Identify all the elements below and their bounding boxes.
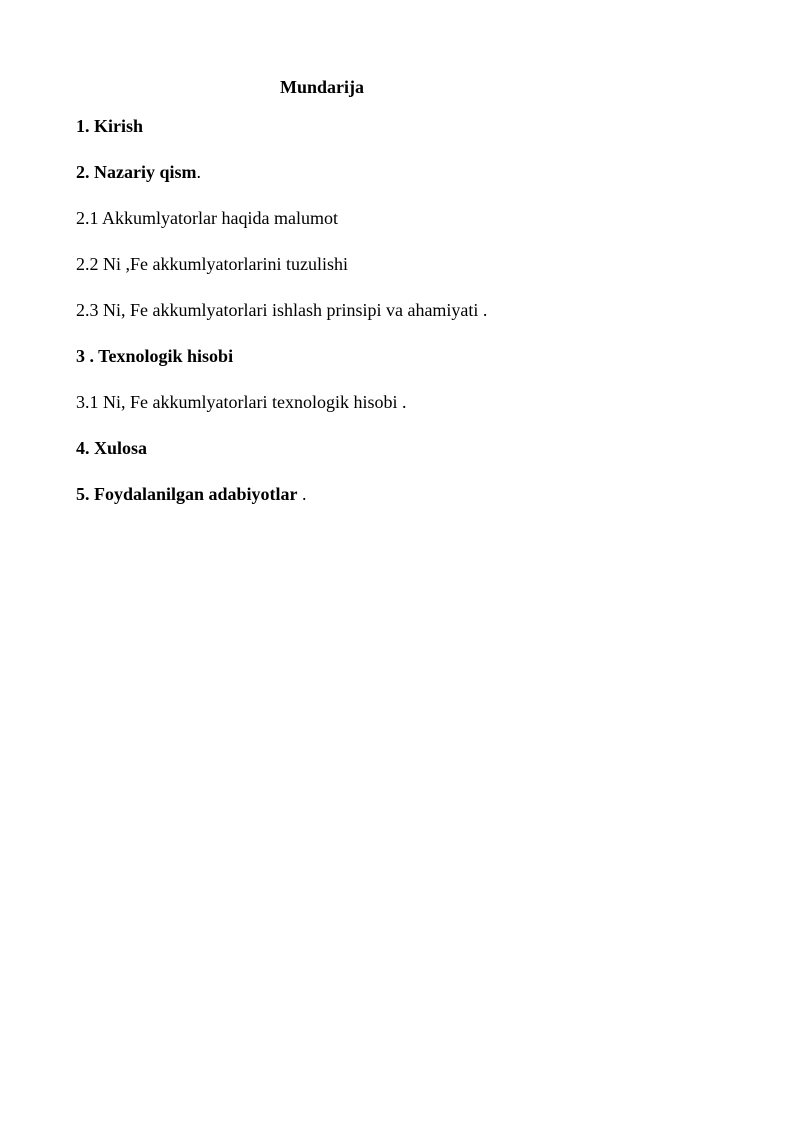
toc-item-text: 3.1 Ni, Fe akkumlyatorlari texnologik hisobi . bbox=[76, 392, 407, 412]
toc-item-text: 5. Foydalanilgan adabiyotlar bbox=[76, 484, 298, 504]
page-title: Mundarija bbox=[279, 77, 364, 97]
toc-item-text: 3 . Texnologik hisobi bbox=[76, 346, 234, 366]
table-of-contents bbox=[76, 114, 736, 528]
toc-item-kirish bbox=[76, 114, 736, 160]
toc-item-2-2 bbox=[76, 252, 736, 298]
toc-item-text: 1. Kirish bbox=[76, 116, 144, 136]
toc-item-xulosa bbox=[76, 436, 736, 482]
toc-item-suffix: . bbox=[297, 484, 307, 504]
toc-item-suffix: . bbox=[196, 162, 201, 182]
toc-item-adabiyotlar bbox=[76, 482, 736, 528]
toc-item-text: 2.3 Ni, Fe akkumlyatorlari ishlash prinsipi va ahamiyati . bbox=[76, 300, 488, 320]
toc-item-text: 2.1 Akkumlyatorlar haqida malumot bbox=[76, 208, 338, 228]
toc-item-text: 2. Nazariy qism bbox=[76, 162, 197, 182]
toc-item-texnologik-hisobi bbox=[76, 344, 736, 390]
toc-item-3-1 bbox=[76, 390, 736, 436]
toc-item-2-1 bbox=[76, 206, 736, 252]
toc-item-2-3 bbox=[76, 298, 736, 344]
toc-item-nazariy-qism bbox=[76, 160, 736, 206]
toc-item-text: 2.2 Ni ,Fe akkumlyatorlarini tuzulishi bbox=[76, 254, 348, 274]
toc-item-text: 4. Xulosa bbox=[76, 438, 148, 458]
